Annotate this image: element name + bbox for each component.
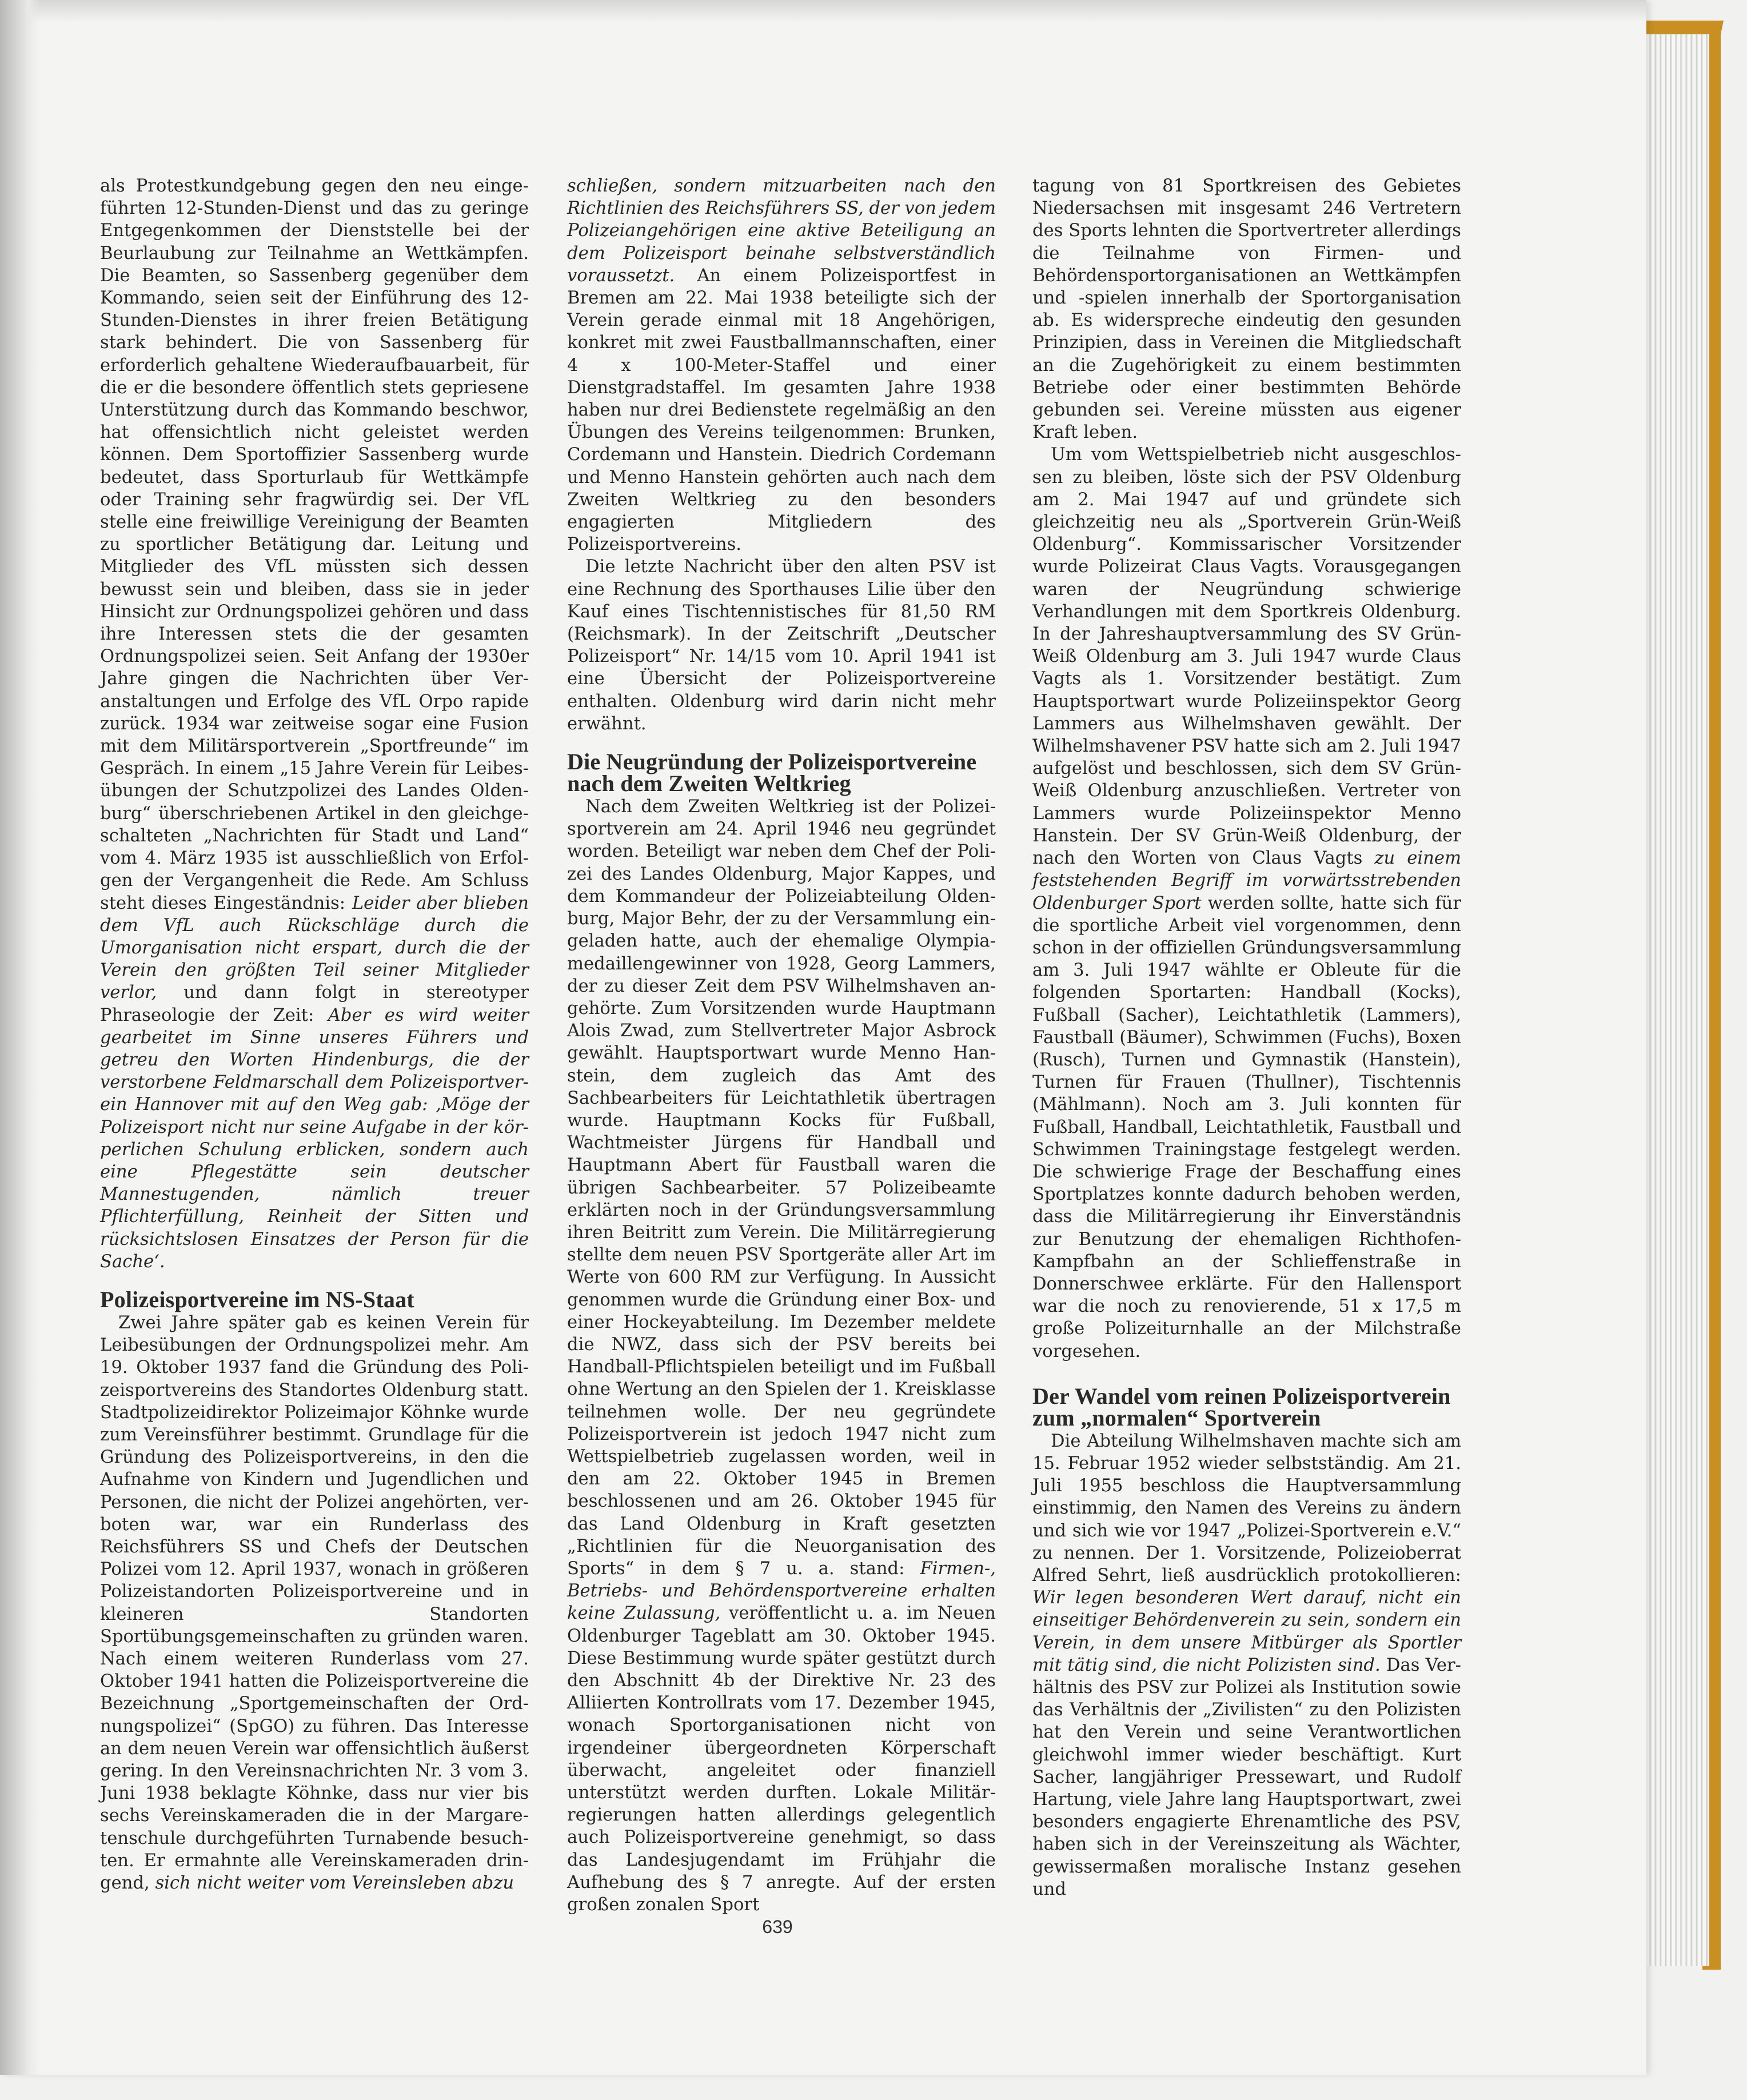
- paragraph-letzte-nachricht: Die letzte Nachricht über den alten PSV ist eine Rechnung des Sporthauses Lilie über den Kauf eines Tischtennistisches für 81,50 RM (Reichsmark). In der Zeitschrift „Deutscher Polizeisport“ Nr. 14/15 vom 10. April 1941 ist eine Übersicht der Polizeisportvereine enthalten. Oldenburg wird darin nicht mehr erwähnt.: [567, 557, 996, 734]
- quote-italic: Wir legen besonderen Wert darauf, nicht ein einseitiger Behördenverein zu sein, sondern ein Verein, in dem unsere Mitbürger als Sportler mit tätig sind, die nicht Polizisten sind.: [1032, 1588, 1461, 1675]
- paragraph-text: veröffentlicht u. a. im Neuen Oldenburger Tageblatt am 30. Oktober 1945. Diese Bestimmung wurde später gestützt durch den Abschnitt 4b der Direktive Nr. 23 des Alliierten Kontrollrats vom 17. Dezember 1945, wonach Sportorganisationen nicht von irgendeiner übergeordneten Körperschaft überwacht, angeleitet oder finanziell unterstützt werden durften. Lokale Militärregierungen hatten allerdings gelegentlich auch Polizeisportvereine genehmigt, so dass das Landesjugendamt im Frühjahr die Aufhebung des § 7 anregte. Auf der ersten großen zonalen Sport: [567, 1603, 996, 1915]
- paragraph-text: Zwei Jahre später gab es keinen Verein für Leibesübungen der Ordnungspolizei mehr. Am 19. Oktober 1937 fand die Gründung des Polizeisportvereins des Standortes Oldenburg statt. Stadtpolizeidirektor Polizeimajor Köhnke wurde zum Vereinsführer bestimmt. Grundlage für die Gründung des Polizeisportvereins, in den die Aufnahme von Kindern und Jugendlichen und Personen, die nicht der Polizei angehörten, verboten war, war ein Runderlass des Reichsführers SS und Chefs der Deutschen Polizei vom 12. April 1937, wonach in größeren Polizeistandorten Polizeisportvereine und in kleineren Standorten Sportübungsgemeinschaften zu gründen waren. Nach einem weiteren Runderlass vom 27. Oktober 1941 hatten die Polizeisportvereine die Bezeichnung „Sportgemeinschaften der Ordnungspolizei“ (SpGO) zu führen. Das Interesse an dem neuen Verein war offensichtlich äußerst gering. In den Vereinsnachrichten Nr. 3 vom 3. Juni 1938 beklagte Köhnke, dass nur vier bis sechs Vereinskameraden die in der Margaretenschule durchgeführten Turnabende besuchten. Er ermahnte alle Vereinskameraden dringend,: [100, 1312, 529, 1894]
- paragraph-sporttagung: tagung von 81 Sportkreisen des Gebietes Niedersachsen mit insgesamt 246 Vertretern des Sports lehnten die Sportvertreter allerdings die Teilnahme von Firmen- und Behördensportorganisationen an Wettkämpfen und -spielen innerhalb der Sportorganisation ab. Es widerspreche eindeutig den gesunden Prinzipien, dass in Vereinen die Mitgliedschaft an die Zugehörigkeit zu einem bestimmten Betriebe oder einer bestimmten Behörde gebunden sei. Vereine müssten aus eigener Kraft leben.: [1032, 176, 1461, 443]
- page-stack-edges: [1646, 34, 1709, 1966]
- quote-hindenburg: Aber es wird weiter gearbeitet im Sinne unseres Führers und getreu den Worten Hindenburgs, die der verstorbene Feldmarschall dem Polizeisportverein Hannover mit auf den Weg gab: ‚Möge der Polizeisport nicht nur seine Aufgabe in der körperlichen Schulung erblicken, sondern auch eine Pflegestätte sein deutscher Mannestugenden, nämlich treuer Pflichterfüllung, Reinheit der Sitten und rücksichtslosen Einsatzes der Person für die Sache‘.: [100, 1005, 529, 1272]
- heading-ns-staat: Polizeisportvereine im NS-Staat: [100, 1286, 414, 1312]
- text-column-middle: [567, 175, 996, 1916]
- quote-italic: Leider aber blieben dem VfL auch Rückschläge durch die Umorganisation nicht erspart, durch die der Verein den größten Teil seiner Mitglieder verlor,: [100, 893, 529, 1003]
- paragraph-text: Nach dem Zweiten Weltkrieg ist der Polizeisportverein am 24. April 1946 neu gegründet worden. Beteiligt war neben dem Chef der Polizei des Landes Oldenburg, Major Kappes, und dem Kommandeur der Polizeiabteilung Oldenburg, Major Behr, der zu der Versammlung eingeladen hatte, auch der ehemalige Olympiamedaillengewinner von 1928, Georg Lammers, der zu dieser Zeit dem PSV Wilhelmshaven angehörte. Zum Vorsitzenden wurde Hauptmann Alois Zwad, zum Stellvertreter Major Asbrock gewählt. Hauptsportwart wurde Menno Hanstein, dem zugleich das Amt des Sachbearbeiters für Leichtathletik übertragen wurde. Hauptmann Kocks für Fußball, Wachtmeister Jürgens für Handball und Hauptmann Abert für Faustball waren die übrigen Sachbearbeiter. 57 Polizeibeamte erklärten noch in der Gründungsversammlung ihren Beitritt zum Verein. Die Militärregierung stellte dem neuen PSV Sportgeräte aller Art im Werte von 600 RM zur Verfügung. In Aussicht genommen wurde die Gründung einer Box- und einer Hockeyabteilung. Im Dezember meldete die NWZ, dass sich der PSV bereits bei Handball-Pflichtspielen beteiligt und im Fußball ohne Wertung an den Spielen der 1. Kreisklasse teilnehmen wolle. Der neu gegründete Polizeisportverein ist jedoch 1947 nicht zum Wettspielbetrieb zugelassen worden, weil in den am 22. Oktober 1945 in Bremen beschlossenen und am 26. Oktober 1945 für das Land Oldenburg in Kraft gesetzten „Richtlinien für die Neuorganisation des Sports“ in dem § 7 u. a. stand:: [567, 797, 996, 1579]
- paragraph-nach-dem-krieg: [567, 796, 996, 1916]
- heading-neugruendung: Die Neugründung der Polizeisportvereine nach dem Zweiten Weltkrieg: [567, 749, 977, 797]
- paragraph-text: Um vom Wettspielbetrieb nicht ausgeschlossen zu bleiben, löste sich der PSV Oldenburg am 2. Mai 1947 auf und gründete sich gleichzeitig neu als „Sportverein Grün-Weiß Oldenburg“. Kommissarischer Vorsitzender wurde Polizeirat Claus Vagts. Vorausgegangen waren der Neugründung schwierige Verhandlungen mit dem Sportkreis Oldenburg. In der Jahreshauptversammlung des SV Grün-Weiß Oldenburg am 3. Juli 1947 wurde Claus Vagts als 1. Vorsitzender bestätigt. Zum Hauptsportwart wurde Polizeiinspektor Georg Lammers aus Wilhelmshaven gewählt. Der Wilhelmshavener PSV hatte sich am 2. Juli 1947 aufgelöst und beschlossen, sich dem SV Grün-Weiß Oldenburg anzuschließen. Vertreter von Lammers wurde Polizeiinspektor Menno Hanstein. Der SV Grün-Weiß Oldenburg, der nach den Worten von Claus Vagts: [1032, 445, 1461, 869]
- paragraph-text: werden sollte, hatte sich für die sportliche Arbeit viel vorgenommen, denn schon in der offiziellen Gründungsversammlung am 3. Juli 1947 wählte er Obleute für die folgenden Sportarten: Handball (Kocks), Fußball (Sacher), Leichtathletik (Lammers), Faustball (Bäumer), Schwimmen (Fuchs), Boxen (Rusch), Turnen und Gymnastik (Hanstein), Turnen für Frauen (Thullner), Tischtennis (Mählmann). Noch am 3. Juli konnten für Fußball, Handball, Leichtathletik, Faustball und Schwimmen Trainingstage festgelegt werden. Die schwierige Frage der Beschaffung eines Sportplatzes konnte dadurch behoben werden, dass die Militärregierung ihr Einverständnis zur Benutzung der ehemaligen Richthofen-Kampfbahn an der Schlieffenstraße in Donnerschwee erklärte. Für den Hallensport war die noch zu renovierende, 51 x 17,5 m große Polizeiturnhalle an der Milchstraße vorgesehen.: [1032, 893, 1462, 1362]
- page-number: 639: [762, 1917, 793, 1937]
- paragraph-text: An einem Polizeisportfest in Bremen am 22. Mai 1938 beteiligte sich der Verein gerade einmal mit 18 Angehörigen, konkret mit zwei Faustballmannschaften, einer 4 x 100-Meter-Staffel und einer Dienstgradstaffel. Im gesamten Jahre 1938 haben nur drei Bedienstete regelmäßig an den Übungen des Vereins teilgenommen: Brunken, Cordemann und Hanstein. Diedrich Cordemann und Menno Hanstein gehörten auch nach dem Zweiten Weltkrieg zu den besonders engagierten Mitgliedern des Polizeisportvereins.: [567, 265, 996, 555]
- quote-italic: zu einem feststehenden Begriff im vorwärtsstrebenden Oldenburger Sport: [1032, 848, 1461, 913]
- paragraph-text: Das Verhältnis des PSV zur Polizei als Institution sowie das Verhältnis der „Zivilisten“ zu den Polizisten hat den Verein und seine Verantwortlichen gleichwohl immer wieder beschäftigt. Kurt Sacher, langjähriger Pressewart, und Rudolf Hartung, viele Jahre lang Hauptsportwart, zwei besonders engagierte Ehrenamtliche des PSV, haben sich in der Vereinszeitung als Wächter, gewissermaßen moralische Instanz gesehen und: [1032, 1655, 1461, 1899]
- text-column-left: [100, 175, 529, 1894]
- quote-italic: Firmen-, Betriebs- und Behördensportvereine erhalten keine Zulassung,: [567, 1558, 996, 1624]
- paragraph-gruen-weiss: [1032, 444, 1461, 1362]
- quote-italic: sich nicht weiter vom Vereinsleben abzu: [155, 1873, 514, 1894]
- text-column-right: [1032, 175, 1461, 1901]
- paragraph-text: als Protestkundgebung gegen den neu eingeführten 12-Stunden-Dienst und das zu geringe Entgegenkommen der Dienststelle bei der Beurlaubung zur Teilnahme an Wettkämpfen. Die Beamten, so Sassenberg gegenüber dem Kommando, seien seit der Einführung des 12-Stunden-Dienstes in ihrer freien Betätigung stark behindert. Die von Sassenberg für erforderlich gehaltene Wiederaufbauarbeit, für die er die besondere öffentlich stets gepriesene Unterstützung durch das Kommando beschwor, hat offensichtlich nicht geleistet werden können. Dem Sportoffizier Sassenberg wurde bedeutet, dass Sporturlaub für Wettkämpfe oder Training sehr fragwürdig sei. Der VfL stelle eine freiwillige Vereinigung der Beamten zu sportlicher Betätigung dar. Leitung und Mitglieder des VfL müssten sich dessen bewusst sein und bleiben, dass sie in jeder Hinsicht zur Ordnungspolizei gehören und dass ihre Interessen stets die der gesamten Ordnungspolizei seien. Seit Anfang der 1930er Jahre gingen die Nachrichten über Veranstaltungen und Erfolge des VfL Orpo rapide zurück. 1934 war zeitweise sogar eine Fusion mit dem Militärsportverein „Sportfreunde“ im Gespräch. In einem „15 Jahre Verein für Leibesübungen der Schutzpolizei des Landes Oldenburg“ überschriebenen Artikel in den gleichgeschalteten „Nachrichten für Stadt und Land“ vom 4. März 1935 ist ausschließlich von Erfolgen der Vergangenheit die Rede. Am Schluss steht dieses Eingeständnis:: [100, 176, 529, 913]
- paragraph-zwei-jahre: [100, 1312, 529, 1894]
- heading-wandel: Der Wandel vom reinen Polizeisportverein zum „normalen“ Sportverein: [1032, 1383, 1451, 1431]
- paragraph-wilhelmshaven: [1032, 1430, 1461, 1901]
- paragraph-richtlinien: [567, 175, 996, 556]
- paragraph-text: und dann folgt in stereotyper Phraseologie der Zeit:: [100, 983, 529, 1025]
- paragraph-text: Die Abteilung Wilhelmshaven machte sich am 15. Februar 1952 wieder selbstständig. Am 21. Juli 1955 beschloss die Hauptversammlung einstimmig, den Namen des Vereins zu ändern und sich wie vor 1947 „Polizei-Sportverein e.V.“ zu nennen. Der 1. Vorsitzende, Polizeioberrat Alfred Sehrt, ließ ausdrücklich protokollieren:: [1032, 1431, 1461, 1586]
- paragraph-protest: [100, 175, 529, 1273]
- quote-italic: schließen, sondern mitzuarbeiten nach den Richtlinien des Reichsführers SS, der von jedem Polizeiangehörigen eine aktive Beteiligung an dem Polizeisport beinahe selbstverständlich voraussetzt.: [567, 176, 996, 286]
